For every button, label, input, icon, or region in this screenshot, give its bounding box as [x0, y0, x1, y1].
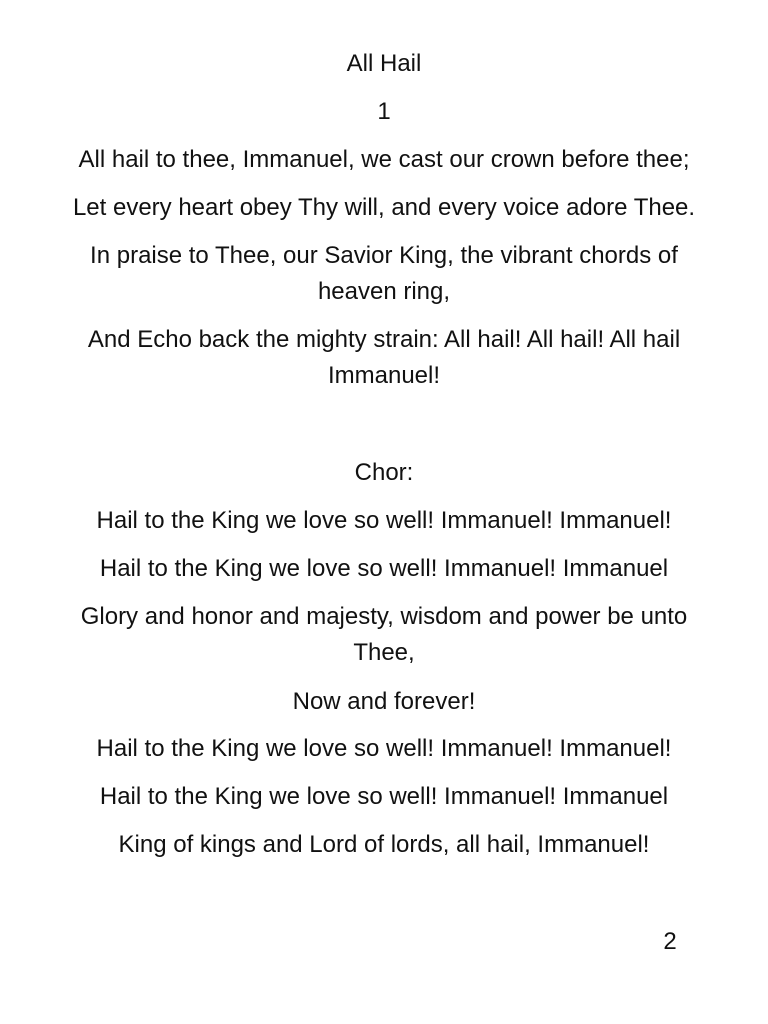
song-title: All Hail	[346, 50, 422, 77]
verse-number: 1	[377, 98, 391, 125]
chorus-line: Hail to the King we love so well! Immanuel! Immanuel!	[96, 507, 672, 534]
chorus-line: King of kings and Lord of lords, all hail, Immanuel!	[118, 831, 650, 858]
chorus-line: Now and forever!	[292, 688, 476, 715]
chorus-line: Glory and honor and majesty, wisdom and power be unto Thee,	[80, 603, 688, 666]
verse-line: Let every heart obey Thy will, and every voice adore Thee.	[72, 194, 696, 221]
verse-line: All hail to thee, Immanuel, we cast our crown before thee;	[78, 146, 690, 173]
verse-line: In praise to Thee, our Savior King, the vibrant chords of heaven ring,	[90, 242, 678, 305]
page-number: 2	[663, 928, 677, 955]
chorus-line: Hail to the King we love so well! Immanuel! Immanuel	[99, 555, 669, 582]
chorus-line: Hail to the King we love so well! Immanuel! Immanuel!	[96, 735, 672, 762]
verse-line: And Echo back the mighty strain: All hail! All hail! All hail Immanuel!	[87, 326, 681, 389]
chorus-label: Chor:	[354, 459, 414, 486]
chorus-line: Hail to the King we love so well! Immanuel! Immanuel	[99, 783, 669, 810]
